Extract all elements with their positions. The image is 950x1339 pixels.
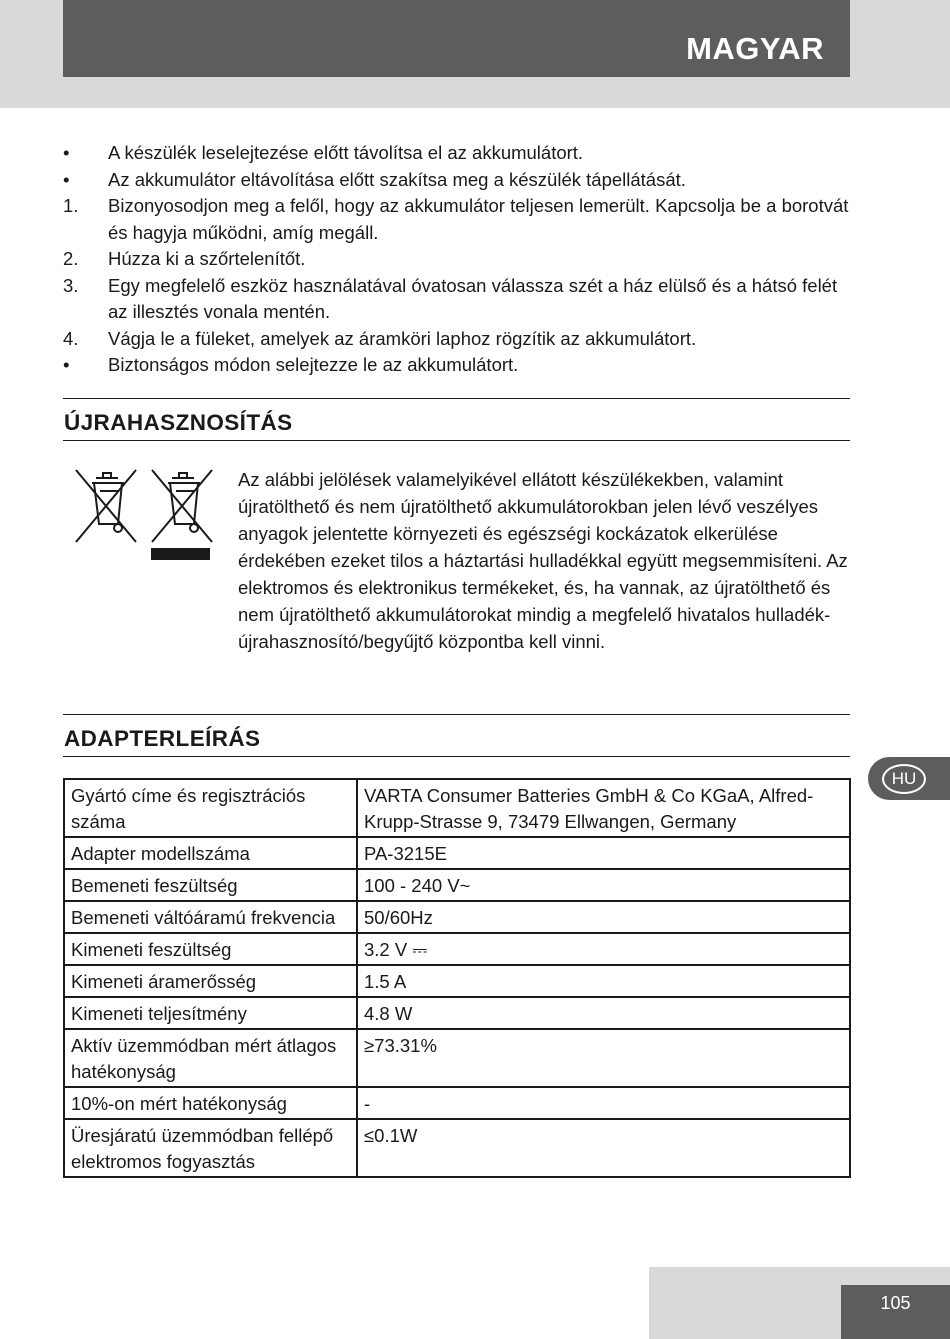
table-key-cell: Aktív üzemmódban mért átlagos hatékonyság [64,1029,357,1087]
adapter-heading: ADAPTERLEÍRÁS [63,714,850,757]
table-row [64,965,850,997]
list-marker: 3. [63,274,79,296]
list-item-text: Biztonságos módon selejtezze le az akkumulátort. [108,354,519,375]
list-item-text: A készülék leselejtezése előtt távolítsa el az akkumulátort. [108,142,584,163]
table-row [64,901,850,933]
table-value-cell: VARTA Consumer Batteries GmbH & Co KGaA, Alfred-Krupp-Strasse 9, 73479 Ellwangen, Germany [357,779,850,837]
table-value-cell: 3.2 V ⎓ [357,933,850,965]
language-title: MAGYAR [686,30,824,66]
list-item [63,193,853,246]
list-marker: • [63,354,70,375]
crossed-out-wheelie-bin-with-bar-icon [151,470,212,560]
language-code-badge: HU [882,764,926,794]
battery-removal-steps [63,140,853,379]
list-item [63,273,853,326]
table-value-cell: 1.5 A [357,965,850,997]
table-value-cell: ≥73.31% [357,1029,850,1087]
header-language-bar [63,0,850,77]
list-item-text: Bizonyosodjon meg a felől, hogy az akkumulátor teljesen lemerült. Kapcsolja be a borotvát és hagyja működni, amíg megáll. [108,195,849,243]
recycling-paragraph: Az alábbi jelölések valamelyikével ellátott készülékekben, valamint újratölthető és nem újratölthető akkumulátorokban jelen lévő veszélyes anyagok jelentette környezeti és egészségi kockázatok elkerülése érdekében ezeket tilos a háztartási hulladékkal együtt megsemmisíteni. Az elektromos és elektronikus termékeket, és, ha vannak, az újratölthető és nem újratölthető akkumulátorokat mindig a megfelelő hivatalos hulladék-újrahasznosító/begyűjtő központba kell vinni. [238,469,848,652]
table-key-cell: Kimeneti áramerősség [64,965,357,997]
table-row [64,1029,850,1087]
table-value-cell: 50/60Hz [357,901,850,933]
list-item [63,326,853,353]
recycling-heading: ÚJRAHASZNOSÍTÁS [63,398,850,441]
list-item-text: Vágja le a füleket, amelyek az áramköri laphoz rögzítik az akkumulátort. [108,327,697,349]
list-item-text: Az akkumulátor eltávolítása előtt szakítsa meg a készülék tápellátását. [108,168,686,190]
table-key-cell: Bemeneti feszültség [64,869,357,901]
page-number: 105 [841,1285,950,1339]
table-row [64,779,850,837]
list-item-text: Húzza ki a szőrtelenítőt. [108,248,306,269]
table-row [64,997,850,1029]
table-row [64,837,850,869]
language-side-tab [868,757,950,800]
list-marker: 2. [63,248,79,269]
table-key-cell: Kimeneti teljesítmény [64,997,357,1029]
list-marker: 4. [63,327,79,349]
table-row [64,869,850,901]
table-key-cell: Bemeneti váltóáramú frekvencia [64,901,357,933]
table-key-cell: Üresjáratú üzemmódban fellépő elektromos fogyasztás [64,1119,357,1177]
table-row [64,933,850,965]
list-marker: • [63,142,70,163]
table-key-cell: Adapter modellszáma [64,837,357,869]
table-key-cell: Kimeneti feszültség [64,933,357,965]
table-key-cell: Gyártó címe és regisztrációs száma [64,779,357,837]
weee-symbols [72,466,217,567]
list-item [63,246,853,273]
table-value-cell: 4.8 W [357,997,850,1029]
table-value-cell: ≤0.1W [357,1119,850,1177]
table-value-cell: PA-3215E [357,837,850,869]
table-value-cell: - [357,1087,850,1119]
table-value-cell: 100 - 240 V~ [357,869,850,901]
table-row [64,1087,850,1119]
list-item [63,140,853,167]
crossed-out-wheelie-bin-icon [76,470,136,542]
list-item [63,167,853,194]
list-marker: • [63,168,70,190]
table-key-cell: 10%-on mért hatékonyság [64,1087,357,1119]
list-item-text: Egy megfelelő eszköz használatával óvatosan válassza szét a ház elülső és a hátsó felét az illesztés vonala mentén. [108,274,838,322]
weee-icons-svg [72,466,217,562]
table-row [64,1119,850,1177]
list-item [63,352,853,379]
adapter-spec-table [63,778,851,1178]
list-marker: 1. [63,195,79,216]
